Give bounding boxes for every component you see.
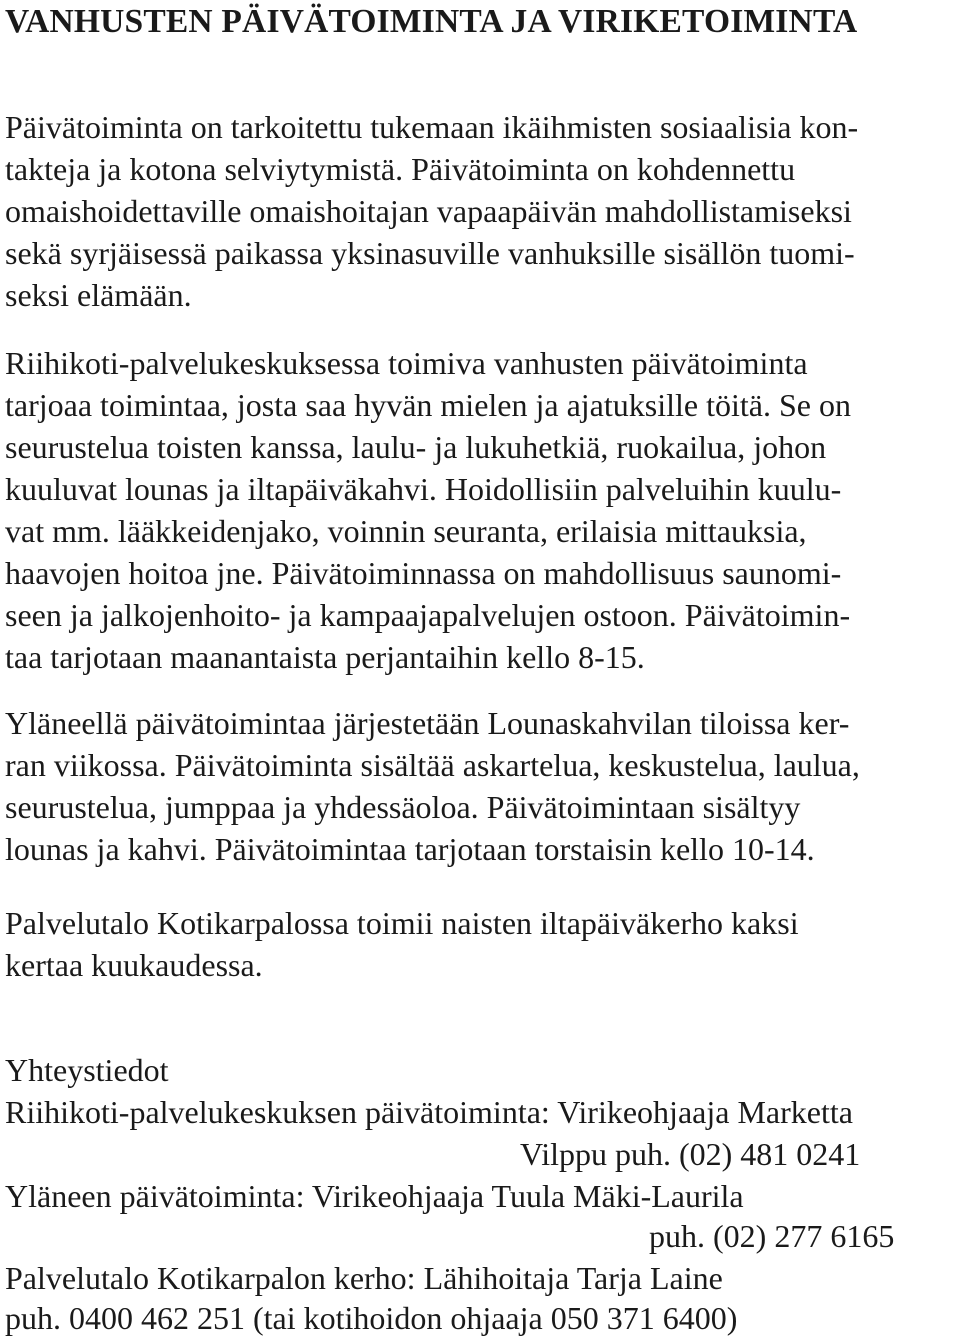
paragraph-line: tarjoaa toimintaa, josta saa hyvän mielen ja ajatuksille töitä. Se on [5, 387, 851, 423]
paragraph-line: takteja ja kotona selviytymistä. Päivätoiminta on kohdennettu [5, 151, 796, 187]
paragraph-line: Palvelutalo Kotikarpalossa toimii naisten iltapäiväkerho kaksi [5, 905, 799, 941]
document-title: VANHUSTEN PÄIVÄTOIMINTA JA VIRIKETOIMINTA [5, 3, 858, 40]
paragraph-line: seen ja jalkojenhoito- ja kampaajapalvelujen ostoon. Päivätoimin- [5, 597, 851, 633]
contact-phone: puh. (02) 277 6165 [649, 1218, 895, 1254]
paragraph-line: seksi elämään. [5, 277, 192, 313]
paragraph-line: lounas ja kahvi. Päivätoimintaa tarjotaan torstaisin kello 10-14. [5, 831, 815, 867]
contact-phone: puh. 0400 462 251 (tai kotihoidon ohjaaja 050 371 6400) [5, 1300, 738, 1336]
contact-phone: Vilppu puh. (02) 481 0241 [520, 1136, 861, 1172]
paragraph-line: ran viikossa. Päivätoiminta sisältää askartelua, keskustelua, laulua, [5, 747, 860, 783]
paragraph-line: sekä syrjäisessä paikassa yksinasuville vanhuksille sisällön tuomi- [5, 235, 855, 271]
paragraph-line: taa tarjotaan maanantaista perjantaihin kello 8-15. [5, 639, 645, 675]
paragraph-line: vat mm. lääkkeidenjako, voinnin seuranta, erilaisia mittauksia, [5, 513, 807, 549]
paragraph-line: Yläneellä päivätoimintaa järjestetään Lounaskahvilan tiloissa ker- [5, 705, 850, 741]
paragraph-line: omaishoidettaville omaishoitajan vapaapäivän mahdollistamiseksi [5, 193, 852, 229]
contacts-heading: Yhteystiedot [5, 1052, 169, 1088]
paragraph-line: seurustelua toisten kanssa, laulu- ja lukuhetkiä, ruokailua, johon [5, 429, 827, 465]
paragraph-line: haavojen hoitoa jne. Päivätoiminnassa on mahdollisuus saunomi- [5, 555, 842, 591]
paragraph-line: kuuluvat lounas ja iltapäiväkahvi. Hoidollisiin palveluihin kuulu- [5, 471, 842, 507]
paragraph-line: kertaa kuukaudessa. [5, 947, 263, 983]
contact-line: Yläneen päivätoiminta: Virikeohjaaja Tuula Mäki-Laurila [5, 1178, 744, 1214]
paragraph-line: Päivätoiminta on tarkoitettu tukemaan ikäihmisten sosiaalisia kon- [5, 109, 859, 145]
paragraph-line: seurustelua, jumppaa ja yhdessäoloa. Päivätoimintaan sisältyy [5, 789, 801, 825]
contact-line: Palvelutalo Kotikarpalon kerho: Lähihoitaja Tarja Laine [5, 1260, 723, 1296]
contact-line: Riihikoti-palvelukeskuksen päivätoiminta: Virikeohjaaja Marketta [5, 1094, 853, 1130]
paragraph-line: Riihikoti-palvelukeskuksessa toimiva vanhusten päivätoiminta [5, 345, 808, 381]
